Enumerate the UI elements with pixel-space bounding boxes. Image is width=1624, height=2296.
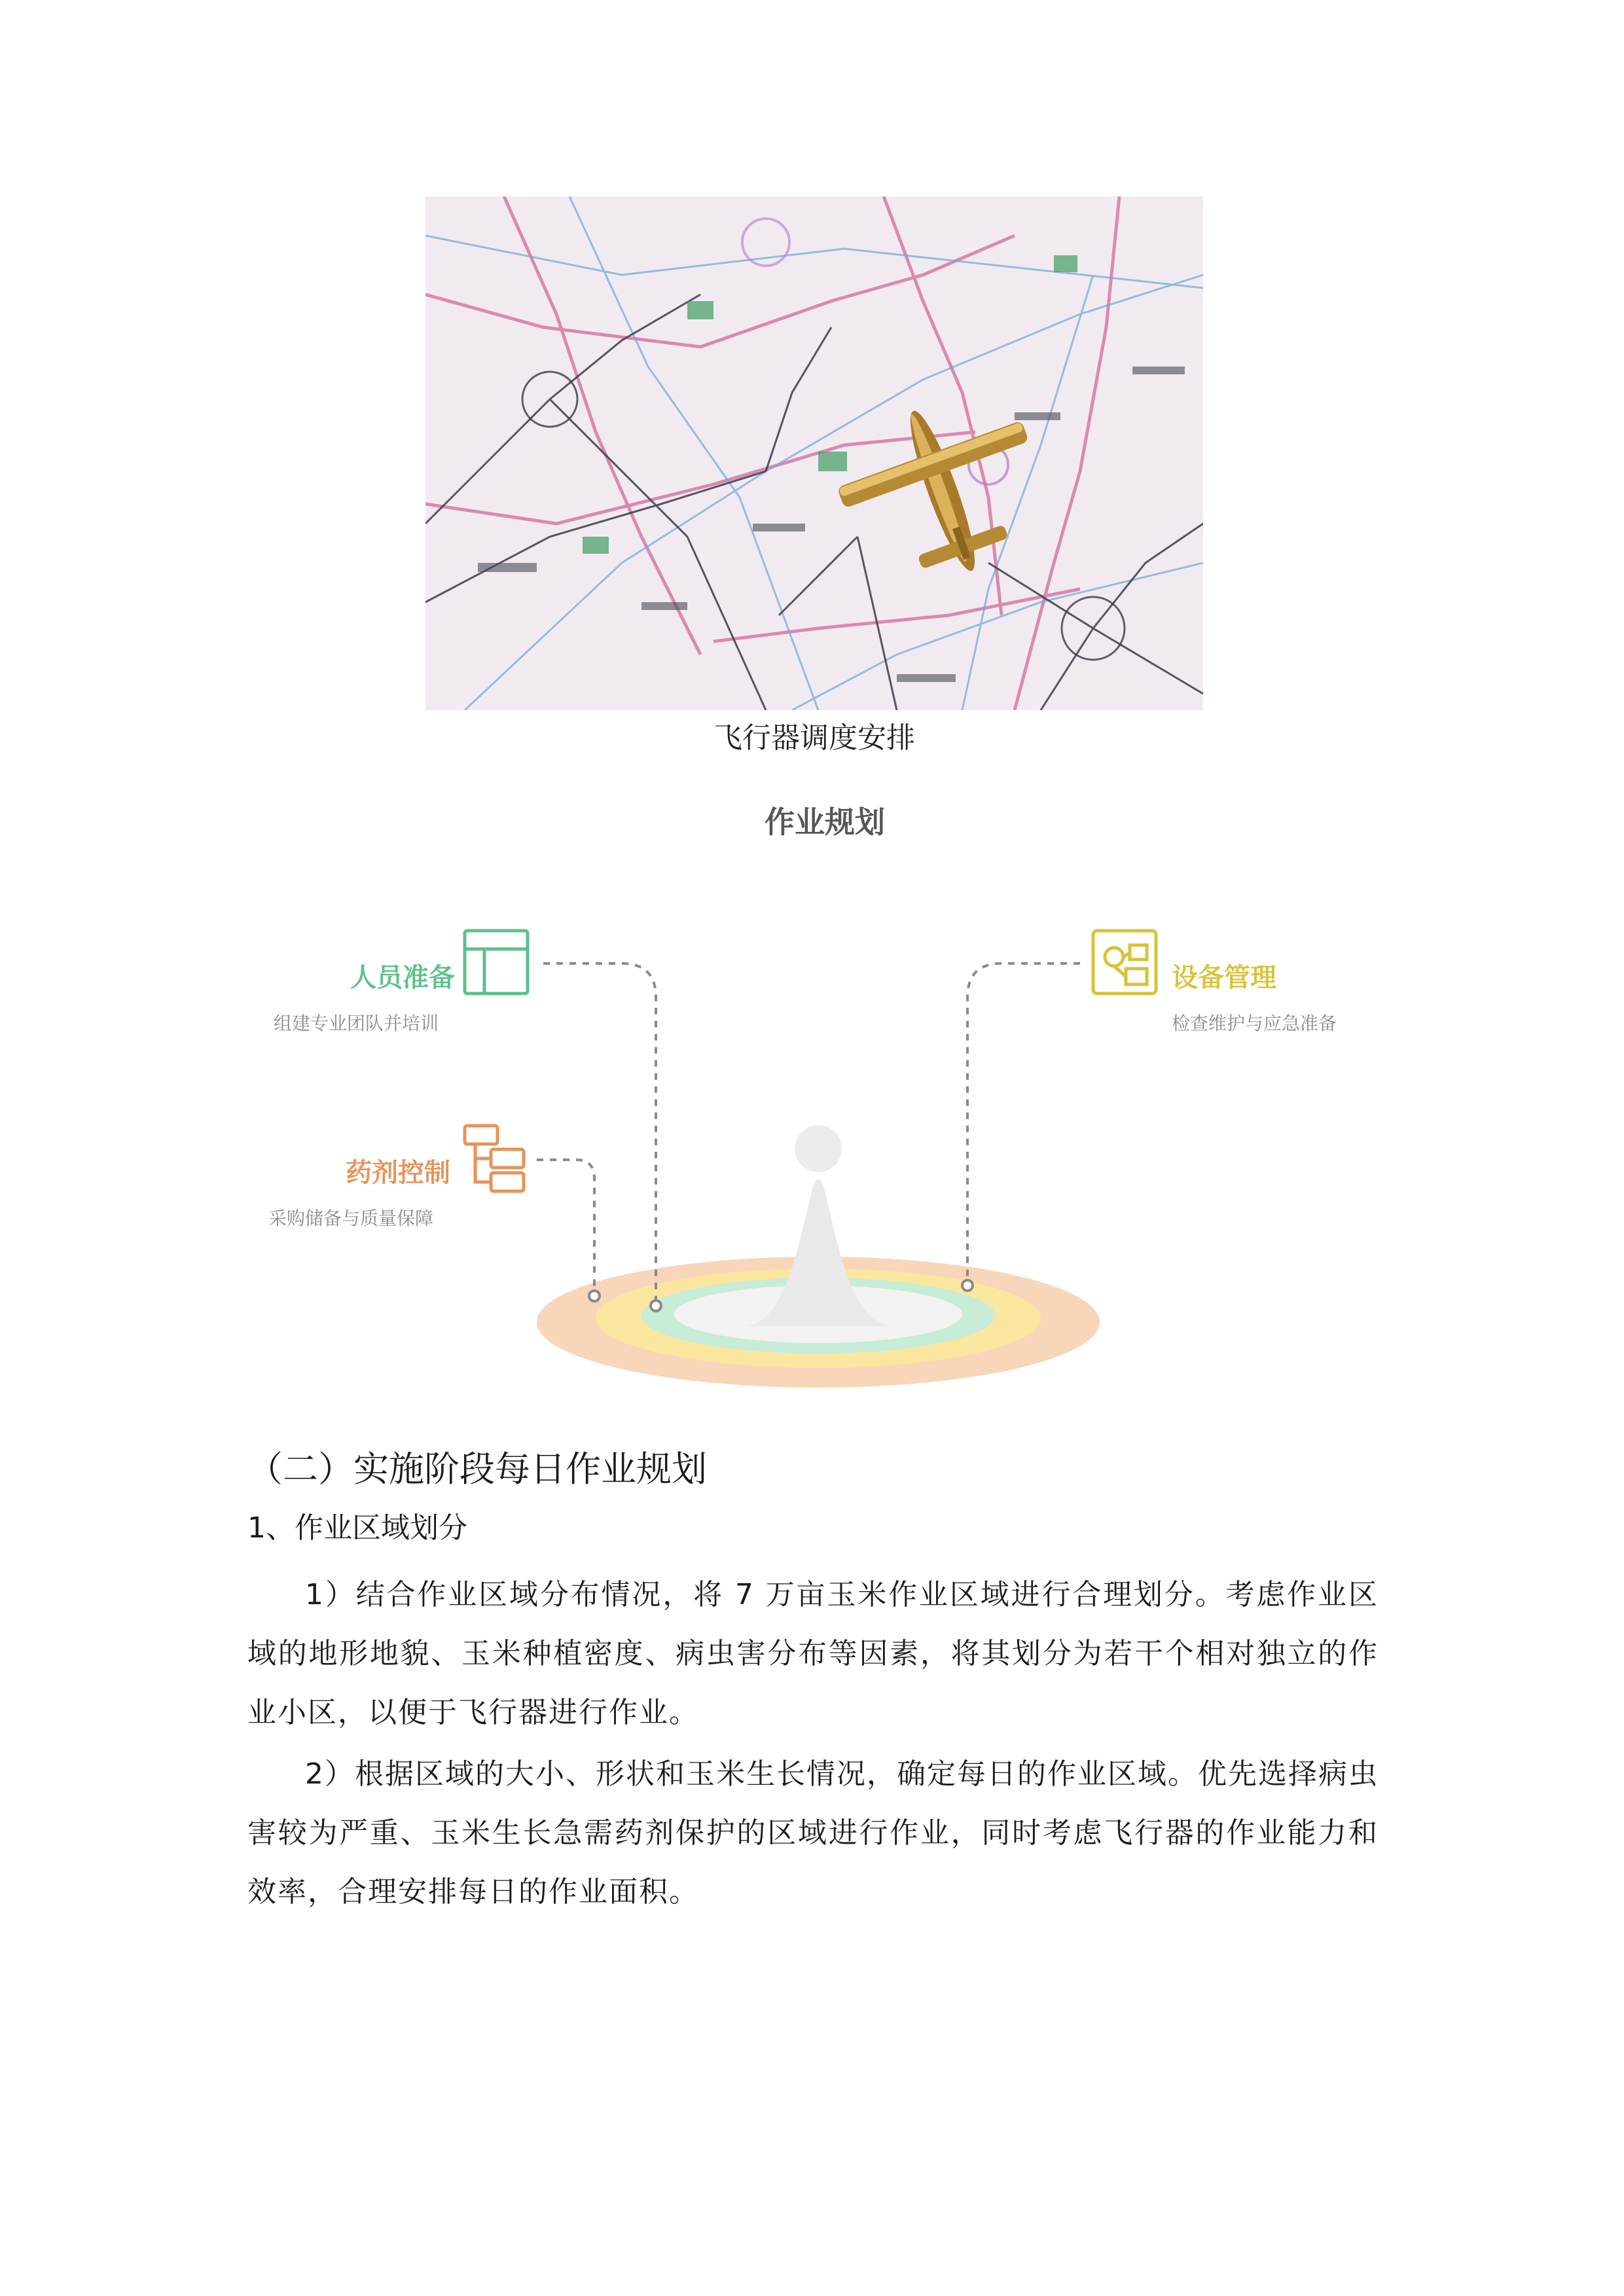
figure-caption: 飞行器调度安排 (713, 721, 915, 755)
infographic-title: 作业规划 (765, 804, 885, 840)
table-icon (465, 931, 528, 994)
aeronautical-chart-photo (425, 196, 1203, 710)
desc-personnel: 组建专业团队并培训 (274, 1013, 439, 1034)
infographic-graphic (249, 785, 1401, 1407)
devices-icon (1093, 931, 1156, 994)
drop-head (795, 1125, 842, 1172)
label-personnel: 人员准备 (350, 963, 455, 993)
paragraph-1: 1）结合作业区域分布情况，将 7 万亩玉米作业区域进行合理划分。考虑作业区域的地形地貌、玉米种植密度、病虫害分布等因素，将其划分为若干个相对独立的作业小区，以便于飞行器进行作业。 (247, 1578, 1379, 1729)
flowchart-icon (465, 1126, 524, 1191)
desc-equipment: 检查维护与应急准备 (1172, 1013, 1337, 1034)
section-heading: （二）实施阶段每日作业规划 (247, 1448, 707, 1490)
label-pesticide: 药剂控制 (346, 1158, 450, 1188)
label-equipment: 设备管理 (1172, 963, 1276, 993)
subheading: 1、作业区域划分 (247, 1511, 467, 1545)
paragraph-2: 2）根据区域的大小、形状和玉米生长情况，确定每日的作业区域。优先选择病虫害较为严重、玉米生长急需药剂保护的区域进行作业，同时考虑飞行器的作业能力和效率，合理安排每日的作业面积。 (247, 1757, 1379, 1909)
operation-planning-infographic (249, 785, 1401, 1407)
desc-pesticide: 采购储备与质量保障 (268, 1208, 434, 1229)
aeronautical-chart-image (425, 196, 1203, 710)
